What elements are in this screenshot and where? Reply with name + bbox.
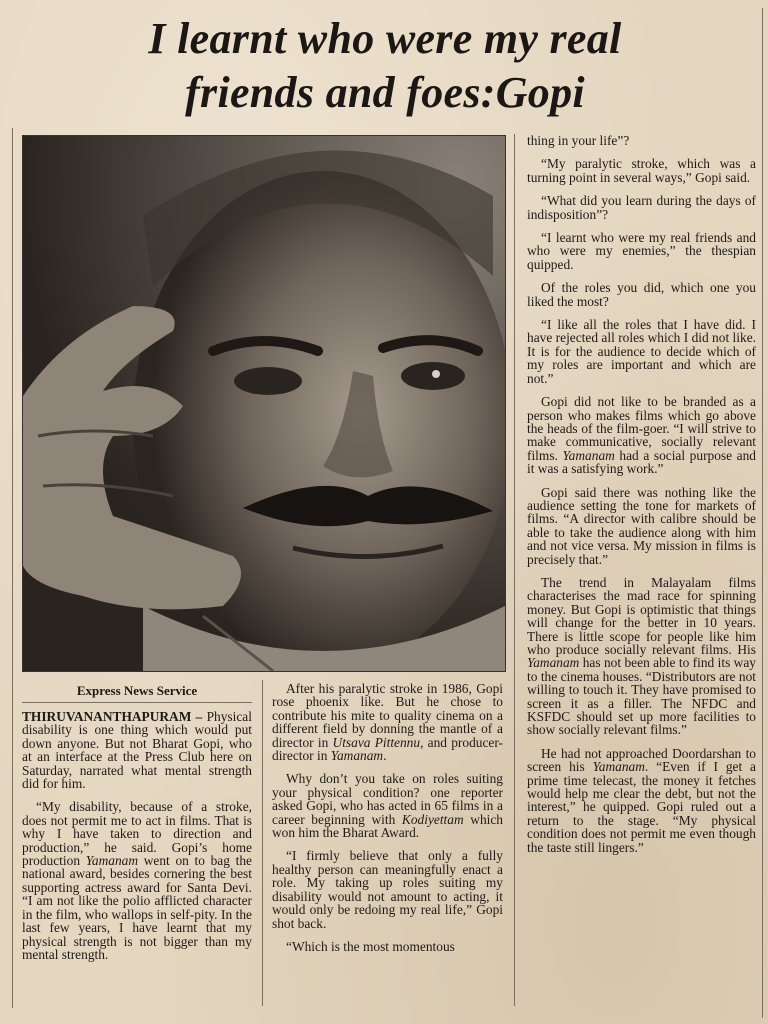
paragraph: “My paralytic stroke, which was a turning point in several ways,” Gopi said. [527,156,756,185]
paragraph: “What did you learn during the days of indisposition”? [527,193,756,222]
paragraph-text: , and producer-director in [272,734,504,764]
headline [20,12,750,120]
paragraph-text: Gopi did not like to be branded as a person who makes films which go above the heads of the film-goer. “I will strive to make communicative, socially relevant films. [527,394,756,463]
headline-line-2: friends and foes:Gopi [185,68,585,117]
film-title: Yamanam [330,748,384,764]
paragraph: “Which is the most momentous [286,938,455,954]
byline: Express News Service [76,683,198,698]
film-title: Kodiyettam [401,811,464,827]
paragraph [527,576,756,737]
paragraph-text: . [383,748,387,764]
paragraph-text: which won him the Bharat Award. [272,811,503,841]
paragraph-text: After his paralytic stroke in 1986, Gopi rose phoenix like. But he chose to contribute his mite to quality cinema on a different field by donning the mantle of a director in [272,681,503,750]
byline-rule [22,702,252,703]
paragraph [22,710,252,790]
paragraph-text: “My disability, because of a stroke, does not permit me to act in films. That is why I have taken to direction and production,” he said. Gopi’s home production [22,799,252,869]
article-column-2 [272,682,503,963]
article-column-3 [527,134,756,864]
paragraph: “I like all the roles that I have did. I have rejected all roles which I did not like. It is for the audience to decide which of my roles are important and which are not.” [527,317,756,386]
paragraph [272,682,503,762]
paragraph: Of the roles you did, which one you liked the most? [527,280,756,309]
paragraph: “I learnt who were my real friends and who were my enemies,” the thespian quipped. [527,230,756,272]
article-column-1 [22,710,252,971]
portrait-photo [22,135,506,672]
paragraph-text: had a social purpose and it was a satisfying work.” [527,447,756,477]
paragraph [527,747,756,854]
paragraph-text: has not been able to find its way to the cinema houses. “Distributors are not willing to touch it. They have promised to screen it as a filler. The NFDC and KSFDC should set up more facilities to show socially relevant films.” [527,655,756,738]
film-title: Utsava Pittennu [332,734,421,750]
dateline: THIRUVANANTHAPURAM – [22,709,203,724]
paragraph [22,800,252,961]
paragraph-text: Physical disability is one thing which would put down anyone. But not Bharat Gopi, who at an interface at the Press Club here on Saturday, narrated what mental strength did for him. [22,709,252,792]
paragraph: “I firmly believe that only a fully healthy person can meaningfully enact a role. My taking up roles suiting my disability would not amount to acting, it would only be redoing my real life,” Gopi shot back. [272,848,503,931]
film-title: Yamanam [85,853,139,869]
left-border-rule [12,128,13,1008]
paragraph [272,772,503,839]
film-title: Yamanam [527,655,580,671]
paragraph-text: went on to bag the national award, besides cornering the best supporting actress award for Santa Devi. “I am not like the polio afflicted character in the film, who wallops in self-pity. In the last few years, I have learnt that my physical strength is not bigger than my mental strength. [22,853,252,962]
paragraph-text: The trend in Malayalam films characterises the mad race for spinning money. But Gopi is optimistic that things will change for the better in 10 years. There is little scope for people like him who produce socially relevant films. His [527,574,756,657]
column-rule-photo-text [514,134,515,1006]
paragraph-text: He had not approached Doordarshan to screen his [527,745,756,775]
film-title: Yamanam [562,447,615,463]
paragraph [527,395,756,475]
right-border-rule [762,8,763,1018]
paragraph-text: . “Even if I get a prime time telecast, the money it fetches would help me clear the debt, but not the interest,” he quipped. Gopi ruled out a return to the stage. “My physical condition does not permit me even though the taste still lingers.” [527,759,756,855]
portrait-image [23,136,505,671]
film-title: Yamanam [592,759,645,775]
headline-line-1: I learnt who were my real [148,14,622,63]
paragraph: thing in your life”? [527,133,630,148]
column-rule-lower [262,680,263,1006]
paragraph-text: Why don’t you take on roles suiting your physical condition? one reporter asked Gopi, who has acted in 65 films in a career beginning with [272,771,503,827]
paragraph: Gopi said there was nothing like the audience setting the tone for markets of films. “A director with calibre should be able to take the audience along with him and not vice versa. My mission in films is precisely that.” [527,484,756,567]
